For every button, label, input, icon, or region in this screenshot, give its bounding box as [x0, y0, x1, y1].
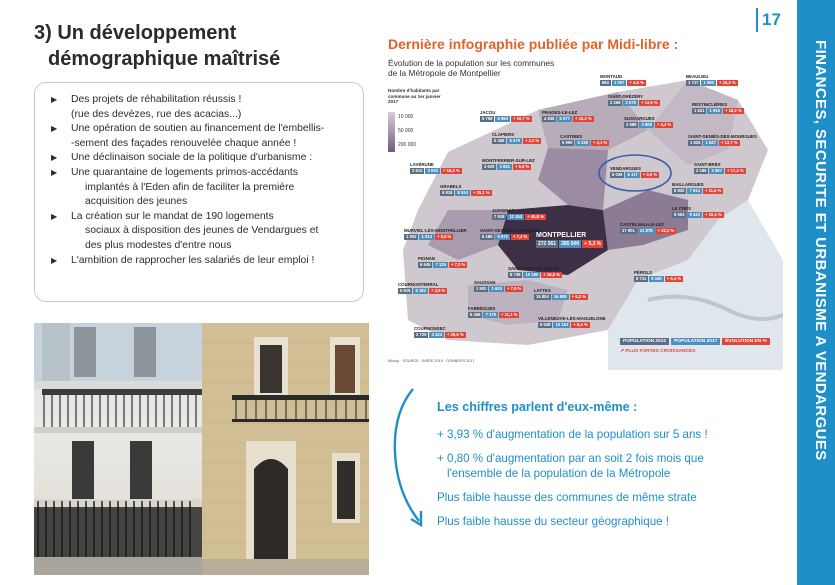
key-figure-1: + 3,93 % d'augmentation de la population sur 5 ans !	[437, 428, 708, 441]
town-perols: PÉROLS 8 711 9 180 + 5,4 %	[634, 270, 682, 281]
legend-scale	[388, 112, 395, 152]
town-clapiers: CLAPIERS 5 458 5 579 + 2,2 %	[492, 132, 540, 143]
town-castelnau-le-lez: CASTELNAU-LE-LEZ 17 901 21 878 + 22,2 %	[620, 222, 675, 233]
infographic-subtitle: Évolution de la population sur les communes de la Métropole de Montpellier	[388, 58, 555, 78]
section-title	[34, 20, 354, 72]
curved-arrow-icon	[383, 383, 431, 539]
town-saint-genies-des-mourgues: SAINT-GENIÈS-DES-MOURGUES 1 625 1 847 + 13,7 %	[688, 134, 757, 145]
map-key	[620, 338, 770, 345]
key-2012: POPULATION 2012	[620, 338, 669, 345]
town-montferrier-sur-lez: MONTFERRIER-SUR-LEZ 3 629 3 831 + 5,6 %	[482, 158, 535, 169]
map-source: Ml/sup · SOURCE : INSEE 2019 · DONNÉES 2017	[388, 359, 475, 363]
town-saint-jean-de-vedas: SAINT-JEAN-DE-VÉDAS 8 739 10 180 + 16,5 %	[508, 266, 560, 277]
town-grabels: GRABELS 6 818 8 534 + 25,1 %	[440, 184, 490, 195]
town-pignan: PIGNAN 6 645 7 125 + 7,2 %	[418, 256, 466, 267]
key-evolution: ÉVOLUTION EN %	[722, 338, 770, 345]
bullet-item: ▶ Une opération de soutien au financement de l'embellis- -sement des façades renouvelée chaque année !	[47, 122, 355, 151]
legend-heading: Nombre d'habitants par commune au 1er janvier 2017	[388, 88, 441, 105]
town-vendargues: VENDARGUES 6 036 6 117 + 3,9 %	[610, 166, 658, 177]
facade-photos	[34, 323, 369, 575]
town-saussan: SAUSSAN 1 502 1 620 + 7,9 %	[474, 280, 522, 291]
town-laverune: LAVÉRUNE 2 612 3 040 + 16,4 %	[410, 162, 460, 173]
town-saint-drezery: SAINT-DRÉZÉRY 2 268 2 575 + 13,5 %	[608, 94, 658, 105]
town-lattes: LATTES 15 804 16 805 + 6,3 %	[534, 288, 586, 299]
town-cournonterral: COURNONTERRAL 5 915 6 182 + 4,5 %	[398, 282, 446, 293]
bullet-item: ▶ L'ambition de rapprocher les salariés de leur emploi !	[47, 254, 355, 269]
page-number: 17	[762, 10, 781, 29]
town-montaud: MONTAUD 963 1 007 + 4,6 %	[600, 74, 644, 85]
town-prades-le-lez: PRADES-LE-LEZ 4 838 5 577 + 15,3 %	[542, 110, 592, 121]
town-baillargues: BAILLARGUES 6 820 7 614 + 11,6 %	[672, 182, 722, 193]
town-cournonsec: COURNONSEC 2 729 3 424 + 25,5 %	[414, 326, 464, 337]
key-figures-heading: Les chiffres parlent d'eux-même :	[437, 400, 638, 414]
bullet-box	[34, 82, 364, 302]
town-castries: CASTRIES 5 990 6 238 + 4,1 %	[560, 134, 608, 145]
town-montpellier: MONTPELLIER 272 561 285 000 + 5,3 %	[536, 232, 602, 247]
town-beaulieu: BEAULIEU 1 717 1 980 + 15,3 %	[686, 74, 736, 85]
key-figure-3: Plus faible hausse des communes de même strate	[437, 491, 697, 504]
key-2017: POPULATION 2017	[671, 338, 720, 345]
bullet-item: ▶ La création sur le mandat de 190 logements sociaux à disposition des jeunes de Vendargues et des plus modestes d'entre nous	[47, 210, 355, 254]
bullet-item: ▶ Une déclinaison sociale de la politique d'urbanisme :	[47, 151, 355, 166]
town-murviel-les-montpellier: MURVIEL-LÈS-MONTPELLIER 1 902 1 913 + 0,5 %	[404, 228, 467, 239]
stone-building-drawing	[202, 323, 369, 575]
legend-value: 200 000	[398, 142, 417, 148]
key-strongest-growth: ↗ PLUS FORTES CROISSANCES	[620, 349, 696, 354]
section-title-line1: 3) Un développement	[34, 22, 237, 44]
photo-stone-building	[202, 323, 369, 575]
page-number-rule	[756, 8, 758, 32]
white-building-drawing	[34, 323, 202, 575]
bullet-item: ▶ Des projets de réhabilitation réussis ! (rue des devèzes, rue des acacias...)	[47, 93, 355, 122]
legend-value: 10 000	[398, 114, 414, 120]
legend-value: 50 000	[398, 128, 414, 134]
infographic-title: Dernière infographie publiée par Midi-libre :	[388, 36, 679, 52]
section-title-line2: démographique maîtrisé	[48, 48, 281, 70]
town-jacou: JACOU 5 758 6 893 + 19,7 %	[480, 110, 530, 121]
key-figure-2: + 0,80 % d'augmentation par an soit 2 fois mois que l'ensemble de la population de la Métropole	[437, 452, 704, 480]
town-saint-bres: SAINT-BRÈS 2 186 2 567 + 17,4 %	[694, 162, 744, 173]
population-map	[388, 70, 783, 370]
photo-white-building	[34, 323, 202, 575]
side-title: FINANCES, SECURITE ET URBANISME A VENDARGUES	[812, 40, 829, 461]
town-juvignac: JUVIGNAC 7 918 11 153 + 40,8 %	[492, 208, 544, 219]
town-villeneuve-les-maguelone: VILLENEUVE-LÈS-MAGUELONE 9 538 10 153 + 6,4 %	[538, 316, 606, 327]
key-figure-4: Plus faible hausse du secteur géographique !	[437, 515, 670, 528]
bullet-item: ▶ Une quarantaine de logements primos-accédants implantés à l'Eden afin de faciliter la première acquisition des jeunes	[47, 166, 355, 210]
town-le-cres: LE CRÈS 8 553 9 443 + 10,4 %	[672, 206, 722, 217]
town-sussargues: SUSSARGUES 2 689 2 806 + 4,4 %	[624, 116, 672, 127]
town-saint-georges-d-orques: SAINT-GEORGES-D'ORQUES 5 186 5 572 + 7,4 %	[480, 228, 542, 239]
town-fabregues: FABRÈGUES 6 458 7 178 + 11,1 %	[468, 306, 518, 317]
bullet-list	[47, 93, 355, 268]
key-figures	[437, 400, 767, 538]
town-restinclieres: RESTINCLIÈRES 1 621 1 916 + 18,2 %	[692, 102, 742, 113]
